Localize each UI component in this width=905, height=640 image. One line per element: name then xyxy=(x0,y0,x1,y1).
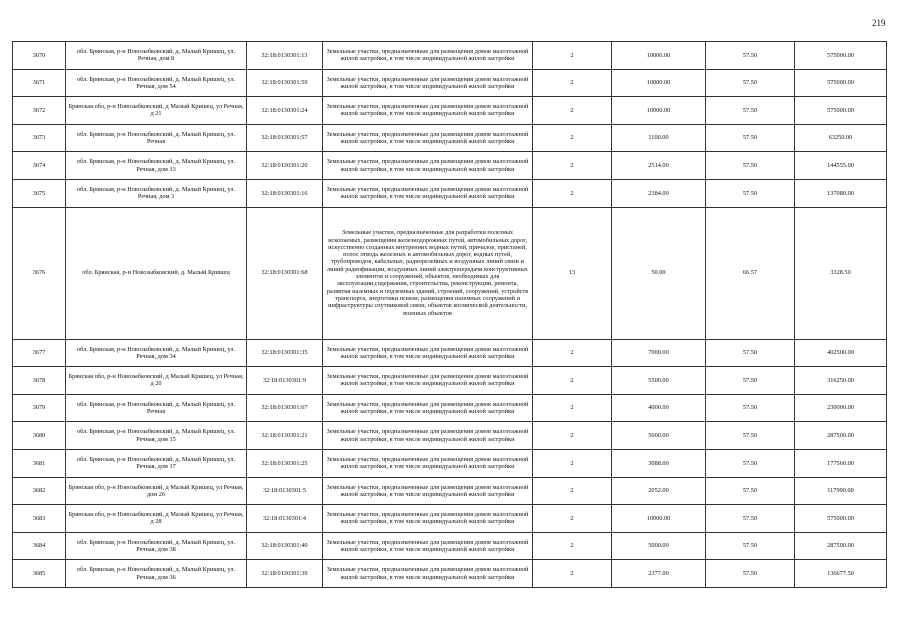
cadastral-number-cell: 32:18:0130301:13 xyxy=(247,42,323,70)
specific-value-cell: 57.50 xyxy=(706,179,795,207)
area-cell: 10000.00 xyxy=(612,505,706,533)
row-number-cell: 3675 xyxy=(13,179,66,207)
cadastral-value-cell: 177560.00 xyxy=(795,449,887,477)
row-number-cell: 3681 xyxy=(13,449,66,477)
land-purpose-cell: Земельные участки, предназначенные для размещения домов малоэтажной жилой застройки, в том числе индивидуальной жилой застройки xyxy=(323,422,533,450)
land-purpose-cell: Земельные участки, предназначенные для размещения домов малоэтажной жилой застройки, в том числе индивидуальной жилой застройки xyxy=(323,560,533,588)
cadastral-number-cell: 32:18:0130301:40 xyxy=(247,532,323,560)
cadastral-value-cell: 144555.00 xyxy=(795,152,887,180)
address-cell: Брянская обл, р-н Новозыбковский, д Малый Кришец, ул Речная, дом 26 xyxy=(66,477,247,505)
group-code-cell: 2 xyxy=(533,124,612,152)
area-cell: 2384.00 xyxy=(612,179,706,207)
group-code-cell: 2 xyxy=(533,422,612,450)
table-row xyxy=(13,532,887,560)
area-cell: 5000.00 xyxy=(612,422,706,450)
table-row xyxy=(13,449,887,477)
area-cell: 5000.00 xyxy=(612,532,706,560)
land-purpose-cell: Земельные участки, предназначенные для размещения домов малоэтажной жилой застройки, в том числе индивидуальной жилой застройки xyxy=(323,505,533,533)
area-cell: 7000.00 xyxy=(612,339,706,367)
cadastral-number-cell: 32:18:0130301:39 xyxy=(247,560,323,588)
table-row xyxy=(13,97,887,125)
address-cell: обл. Брянская, р-н Новозыбковский, д. Малый Кришец, ул. Речная, дом 17 xyxy=(66,449,247,477)
area-cell: 10000.00 xyxy=(612,69,706,97)
specific-value-cell: 57.50 xyxy=(706,560,795,588)
group-code-cell: 2 xyxy=(533,97,612,125)
address-cell: обл. Брянская, р-н Новозыбковский, д. Малый Кришец, ул. Речная xyxy=(66,124,247,152)
page-number: 219 xyxy=(872,18,886,28)
cadastral-value-cell: 287500.00 xyxy=(795,532,887,560)
cadastral-number-cell: 32:18:0130301:68 xyxy=(247,207,323,339)
cadastral-value-cell: 287500.00 xyxy=(795,422,887,450)
group-code-cell: 2 xyxy=(533,42,612,70)
land-purpose-cell: Земельные участки, предназначенные для размещения домов малоэтажной жилой застройки, в том числе индивидуальной жилой застройки xyxy=(323,97,533,125)
land-purpose-cell: Земельные участки, предназначенные для размещения домов малоэтажной жилой застройки, в том числе индивидуальной жилой застройки xyxy=(323,42,533,70)
address-cell: обл. Брянская, р-н Новозыбковский, д. Малый Кришец, ул. Речная, дом 13 xyxy=(66,152,247,180)
row-number-cell: 3678 xyxy=(13,367,66,395)
cadastral-number-cell: 32:18:0130301:25 xyxy=(247,449,323,477)
address-cell: обл. Брянская, р-н Новозыбковский, д. Малый Кришец, ул. Речная xyxy=(66,394,247,422)
group-code-cell: 2 xyxy=(533,532,612,560)
address-cell: обл. Брянская, р-н Новозыбковский, д. Малый Кришец, ул. Речная, дом 15 xyxy=(66,422,247,450)
table-row xyxy=(13,124,887,152)
table-row xyxy=(13,339,887,367)
cadastral-number-cell: 32:18:0130301:59 xyxy=(247,69,323,97)
cadastral-value-cell: 136677.50 xyxy=(795,560,887,588)
cadastral-value-cell: 575000.00 xyxy=(795,505,887,533)
address-cell: обл. Брянская, р-н Новозыбковский, д. Малый Кришец, ул. Речная, дом 36 xyxy=(66,560,247,588)
specific-value-cell: 57.50 xyxy=(706,532,795,560)
table-row xyxy=(13,422,887,450)
table-row xyxy=(13,207,887,339)
land-purpose-cell: Земельные участки, предназначенные для размещения домов малоэтажной жилой застройки, в том числе индивидуальной жилой застройки xyxy=(323,449,533,477)
group-code-cell: 13 xyxy=(533,207,612,339)
cadastral-number-cell: 32:18:0130301:4 xyxy=(247,505,323,533)
land-purpose-cell: Земельные участки, предназначенные для размещения домов малоэтажной жилой застройки, в том числе индивидуальной жилой застройки xyxy=(323,532,533,560)
row-number-cell: 3674 xyxy=(13,152,66,180)
address-cell: обл. Брянская, р-н Новозыбковский, д. Малый Кришец, ул. Речная, дом 38 xyxy=(66,532,247,560)
cadastral-value-cell: 117990.00 xyxy=(795,477,887,505)
cadastral-number-cell: 32:18:0130301:20 xyxy=(247,152,323,180)
cadastral-value-cell: 137080.00 xyxy=(795,179,887,207)
cadastral-value-table xyxy=(12,41,887,588)
cadastral-value-cell: 63250.00 xyxy=(795,124,887,152)
area-cell: 4000.00 xyxy=(612,394,706,422)
row-number-cell: 3680 xyxy=(13,422,66,450)
specific-value-cell: 57.50 xyxy=(706,97,795,125)
address-cell: обл. Брянская, р-н Новозыбковский, д. Малый Кришец xyxy=(66,207,247,339)
address-cell: обл. Брянская, р-н Новозыбковский, д. Малый Кришец, ул. Речная, дом 34 xyxy=(66,339,247,367)
row-number-cell: 3673 xyxy=(13,124,66,152)
table-row xyxy=(13,179,887,207)
cadastral-number-cell: 32:18:0130301:35 xyxy=(247,339,323,367)
land-purpose-cell: Земельные участки, предназначенные для разработки полезных ископаемых, размещения железнодорожных путей, автомобильных дорог, искусственно созданных внутренних водных путей, причалов, пристаней, полос отвода железных и автомобильных дорог, водных путей, трубопроводов, кабельных, радиорелейных и воздушных линий связи и линий радиофикации, воздушных линий электропередачи конструктивных элементов и сооружений, объектов, необходимых для эксплуатации,содержания, строительства, реконструкции, ремонта, развития наземных и подземных зданий, строений, сооружений, устройств транспорта, энергетики нсвязи; размещения наземных сооружений и инфраструктуры спутниковой связи, объектов космической деятельности, военных объектов xyxy=(323,207,533,339)
specific-value-cell: 57.50 xyxy=(706,42,795,70)
specific-value-cell: 66.57 xyxy=(706,207,795,339)
group-code-cell: 2 xyxy=(533,394,612,422)
cadastral-value-cell: 575000.00 xyxy=(795,69,887,97)
row-number-cell: 3672 xyxy=(13,97,66,125)
cadastral-value-cell: 402500.00 xyxy=(795,339,887,367)
group-code-cell: 2 xyxy=(533,449,612,477)
cadastral-value-cell: 575000.00 xyxy=(795,97,887,125)
specific-value-cell: 57.50 xyxy=(706,477,795,505)
table-row xyxy=(13,477,887,505)
area-cell: 2377.00 xyxy=(612,560,706,588)
specific-value-cell: 57.50 xyxy=(706,505,795,533)
cadastral-number-cell: 32:18:0130301:16 xyxy=(247,179,323,207)
cadastral-number-cell: 32:18:0130301:21 xyxy=(247,422,323,450)
table-row xyxy=(13,152,887,180)
specific-value-cell: 57.50 xyxy=(706,367,795,395)
address-cell: обл. Брянская, р-н Новозыбковский, д. Малый Кришец, ул. Речная, дом 3 xyxy=(66,179,247,207)
table-row xyxy=(13,69,887,97)
land-purpose-cell: Земельные участки, предназначенные для размещения домов малоэтажной жилой застройки, в том числе индивидуальной жилой застройки xyxy=(323,367,533,395)
group-code-cell: 2 xyxy=(533,69,612,97)
cadastral-number-cell: 32:18:0130301:5 xyxy=(247,477,323,505)
row-number-cell: 3683 xyxy=(13,505,66,533)
row-number-cell: 3677 xyxy=(13,339,66,367)
table-row xyxy=(13,394,887,422)
address-cell: Брянская обл, р-н Новозыбковский, д Малый Кришец, ул Речная, д 28 xyxy=(66,505,247,533)
land-purpose-cell: Земельные участки, предназначенные для размещения домов малоэтажной жилой застройки, в том числе индивидуальной жилой застройки xyxy=(323,477,533,505)
land-purpose-cell: Земельные участки, предназначенные для размещения домов малоэтажной жилой застройки, в том числе индивидуальной жилой застройки xyxy=(323,152,533,180)
land-purpose-cell: Земельные участки, предназначенные для размещения домов малоэтажной жилой застройки, в том числе индивидуальной жилой застройки xyxy=(323,394,533,422)
land-purpose-cell: Земельные участки, предназначенные для размещения домов малоэтажной жилой застройки, в том числе индивидуальной жилой застройки xyxy=(323,179,533,207)
cadastral-number-cell: 32:18:0130301:24 xyxy=(247,97,323,125)
specific-value-cell: 57.50 xyxy=(706,449,795,477)
cadastral-value-cell: 316250.00 xyxy=(795,367,887,395)
land-purpose-cell: Земельные участки, предназначенные для размещения домов малоэтажной жилой застройки, в том числе индивидуальной жилой застройки xyxy=(323,339,533,367)
area-cell: 3088.00 xyxy=(612,449,706,477)
group-code-cell: 2 xyxy=(533,367,612,395)
group-code-cell: 2 xyxy=(533,179,612,207)
land-purpose-cell: Земельные участки, предназначенные для размещения домов малоэтажной жилой застройки, в том числе индивидуальной жилой застройки xyxy=(323,69,533,97)
cadastral-value-cell: 230000.00 xyxy=(795,394,887,422)
group-code-cell: 2 xyxy=(533,152,612,180)
row-number-cell: 3684 xyxy=(13,532,66,560)
land-purpose-cell: Земельные участки, предназначенные для размещения домов малоэтажной жилой застройки, в том числе индивидуальной жилой застройки xyxy=(323,124,533,152)
address-cell: обл. Брянская, р-н Новозыбковский, д. Малый Кришец, ул. Речная, дом 8 xyxy=(66,42,247,70)
address-cell: Брянская обл, р-н Новозыбковский, д Малый Кришец, ул Речная, д 21 xyxy=(66,97,247,125)
row-number-cell: 3670 xyxy=(13,42,66,70)
row-number-cell: 3676 xyxy=(13,207,66,339)
row-number-cell: 3682 xyxy=(13,477,66,505)
table-row xyxy=(13,42,887,70)
area-cell: 10000.00 xyxy=(612,42,706,70)
specific-value-cell: 57.50 xyxy=(706,394,795,422)
area-cell: 1100.00 xyxy=(612,124,706,152)
address-cell: Брянская обл, р-н Новозыбковский, д Малый Кришец, ул Речная, д 20 xyxy=(66,367,247,395)
specific-value-cell: 57.50 xyxy=(706,152,795,180)
specific-value-cell: 57.50 xyxy=(706,422,795,450)
specific-value-cell: 57.50 xyxy=(706,339,795,367)
cadastral-value-cell: 575000.00 xyxy=(795,42,887,70)
area-cell: 2514.00 xyxy=(612,152,706,180)
specific-value-cell: 57.50 xyxy=(706,69,795,97)
group-code-cell: 2 xyxy=(533,505,612,533)
cadastral-number-cell: 32:18:0130301:67 xyxy=(247,394,323,422)
area-cell: 5500.00 xyxy=(612,367,706,395)
row-number-cell: 3679 xyxy=(13,394,66,422)
area-cell: 2052.00 xyxy=(612,477,706,505)
cadastral-number-cell: 32:18:0130301:9 xyxy=(247,367,323,395)
group-code-cell: 2 xyxy=(533,560,612,588)
address-cell: обл. Брянская, р-н Новозыбковский, д. Малый Кришец, ул. Речная, дом 54 xyxy=(66,69,247,97)
row-number-cell: 3671 xyxy=(13,69,66,97)
table-row xyxy=(13,367,887,395)
specific-value-cell: 57.50 xyxy=(706,124,795,152)
area-cell: 10000.00 xyxy=(612,97,706,125)
table-row xyxy=(13,505,887,533)
row-number-cell: 3685 xyxy=(13,560,66,588)
area-cell: 50.00 xyxy=(612,207,706,339)
group-code-cell: 2 xyxy=(533,339,612,367)
table-row xyxy=(13,560,887,588)
cadastral-value-cell: 3328.50 xyxy=(795,207,887,339)
cadastral-number-cell: 32:18:0130301:57 xyxy=(247,124,323,152)
group-code-cell: 2 xyxy=(533,477,612,505)
